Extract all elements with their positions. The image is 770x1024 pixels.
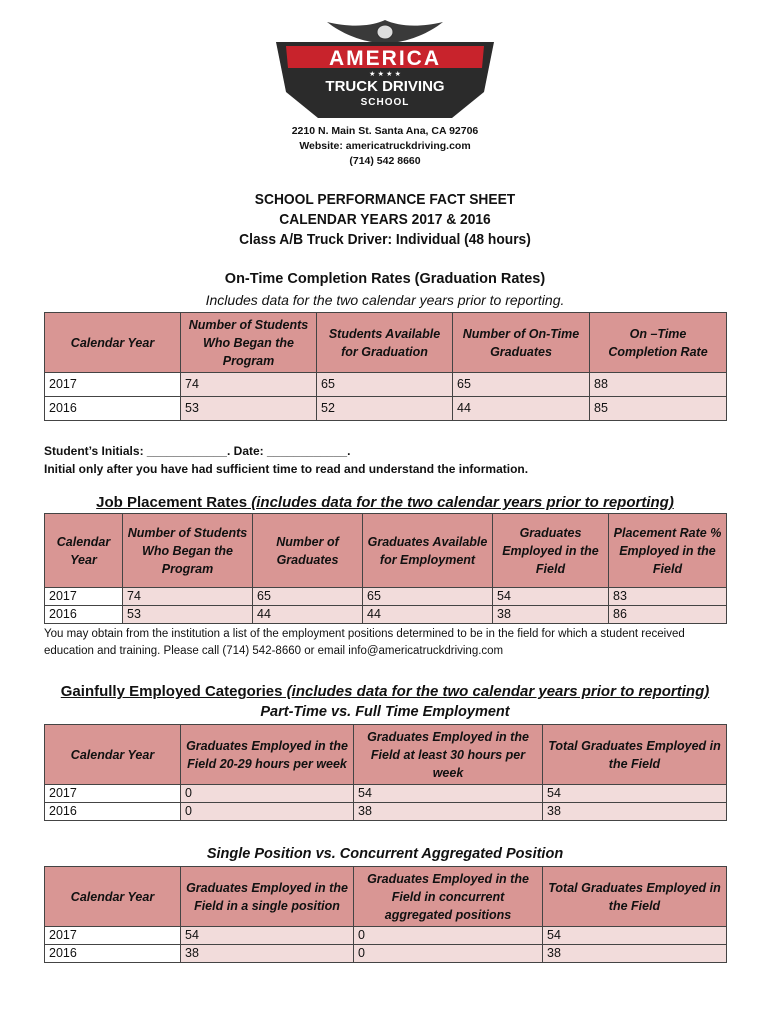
completion-rate: 88 <box>590 373 727 397</box>
gainful-year: 2017 <box>45 785 181 803</box>
gainful-full-time: 38 <box>354 803 543 821</box>
single-table <box>44 866 727 963</box>
table-row <box>45 373 727 397</box>
single-position: 38 <box>181 945 354 963</box>
placement-began: 74 <box>123 588 253 606</box>
placement-year: 2016 <box>45 606 123 624</box>
gainful-year: 2016 <box>45 803 181 821</box>
single-concurrent: 0 <box>354 927 543 945</box>
completion-subheading: Includes data for the two calendar years prior to reporting. <box>205 292 565 308</box>
table-row <box>45 606 727 624</box>
completion-year: 2017 <box>45 373 181 397</box>
placement-graduates: 65 <box>253 588 363 606</box>
gainful-heading-note: (includes data for the two calendar years prior to reporting) <box>282 683 710 700</box>
single-heading: Single Position vs. Concurrent Aggregated Position <box>206 846 564 862</box>
students-initials-line: Student’s Initials: ____________. Date: ____________. <box>44 444 351 458</box>
initials-instruction: Initial only after you have had sufficient time to read and understand the information. <box>44 462 529 476</box>
placement-rate: 83 <box>609 588 727 606</box>
completion-table <box>44 312 727 421</box>
table-row <box>45 588 727 606</box>
title-line-2: CALENDAR YEARS 2017 & 2016 <box>279 211 491 228</box>
single-total: 54 <box>543 927 727 945</box>
gainful-full-time: 54 <box>354 785 543 803</box>
completion-header-available: Students Available for Graduation <box>317 313 453 373</box>
placement-heading-main: Job Placement Rates <box>96 494 248 511</box>
placement-employed: 38 <box>493 606 609 624</box>
placement-table <box>44 513 727 624</box>
completion-available: 52 <box>317 397 453 421</box>
table-row <box>45 945 727 963</box>
placement-available: 44 <box>363 606 493 624</box>
logo-text-truck-driving: TRUCK DRIVING <box>325 78 445 95</box>
gainful-part-time: 0 <box>181 785 354 803</box>
placement-note: You may obtain from the institution a list of the employment positions determined to be in the field for which a student received education and training. Please call (714) 542-8660 or email info@americatruckdriving.com <box>44 628 685 657</box>
gainful-table <box>44 724 727 821</box>
gainful-heading <box>0 683 770 700</box>
placement-rate: 86 <box>609 606 727 624</box>
single-position: 54 <box>181 927 354 945</box>
table-row <box>45 803 727 821</box>
completion-heading: On-Time Completion Rates (Graduation Rates) <box>224 271 546 287</box>
address-street: 2210 N. Main St. Santa Ana, CA 92706 <box>291 125 479 137</box>
completion-ontime: 44 <box>453 397 590 421</box>
single-total: 38 <box>543 945 727 963</box>
table-row <box>45 927 727 945</box>
table-row <box>45 397 727 421</box>
gainful-header-part-time: Graduates Employed in the Field 20-29 hours per week <box>181 725 354 785</box>
gainful-header-row <box>45 725 727 785</box>
completion-header-began: Number of Students Who Began the Program <box>181 313 317 373</box>
address-phone: (714) 542 8660 <box>349 155 421 167</box>
gainful-subheading: Part-Time vs. Full Time Employment <box>260 704 510 720</box>
completion-year: 2016 <box>45 397 181 421</box>
gainful-header-total: Total Graduates Employed in the Field <box>543 725 727 785</box>
placement-header-employed: Graduates Employed in the Field <box>493 514 609 588</box>
completion-rate: 85 <box>590 397 727 421</box>
america-truck-driving-school-logo <box>272 18 498 120</box>
single-header-concurrent: Graduates Employed in the Field in concurrent aggregated positions <box>354 867 543 927</box>
title-line-3: Class A/B Truck Driver: Individual (48 hours) <box>239 231 531 248</box>
single-concurrent: 0 <box>354 945 543 963</box>
placement-header-graduates: Number of Graduates <box>253 514 363 588</box>
gainful-header-calendar-year: Calendar Year <box>45 725 181 785</box>
single-year: 2017 <box>45 927 181 945</box>
gainful-total: 54 <box>543 785 727 803</box>
placement-heading <box>0 494 770 511</box>
gainful-header-full-time: Graduates Employed in the Field at least 30 hours per week <box>354 725 543 785</box>
gainful-part-time: 0 <box>181 803 354 821</box>
single-header-row <box>45 867 727 927</box>
completion-header-calendar-year: Calendar Year <box>45 313 181 373</box>
completion-available: 65 <box>317 373 453 397</box>
placement-header-row <box>45 514 727 588</box>
single-header-calendar-year: Calendar Year <box>45 867 181 927</box>
completion-header-ontime-graduates: Number of On-Time Graduates <box>453 313 590 373</box>
completion-began: 53 <box>181 397 317 421</box>
completion-header-row <box>45 313 727 373</box>
placement-heading-note: (includes data for the two calendar years prior to reporting) <box>247 494 674 511</box>
placement-header-calendar-year: Calendar Year <box>45 514 123 588</box>
completion-began: 74 <box>181 373 317 397</box>
placement-header-began: Number of Students Who Began the Program <box>123 514 253 588</box>
single-header-single-position: Graduates Employed in the Field in a single position <box>181 867 354 927</box>
address-website: Website: americatruckdriving.com <box>299 140 471 152</box>
placement-began: 53 <box>123 606 253 624</box>
title-line-1: SCHOOL PERFORMANCE FACT SHEET <box>254 191 516 208</box>
placement-header-available: Graduates Available for Employment <box>363 514 493 588</box>
table-row <box>45 785 727 803</box>
single-header-total: Total Graduates Employed in the Field <box>543 867 727 927</box>
logo-text-america: AMERICA <box>329 47 441 70</box>
completion-header-rate: On –Time Completion Rate <box>590 313 727 373</box>
placement-year: 2017 <box>45 588 123 606</box>
logo-text-school: SCHOOL <box>360 97 410 108</box>
gainful-total: 38 <box>543 803 727 821</box>
placement-employed: 54 <box>493 588 609 606</box>
gainful-heading-main: Gainfully Employed Categories <box>60 683 283 700</box>
placement-available: 65 <box>363 588 493 606</box>
logo-stars: ★ ★ ★ ★ <box>369 70 401 78</box>
placement-header-rate: Placement Rate % Employed in the Field <box>609 514 727 588</box>
placement-graduates: 44 <box>253 606 363 624</box>
single-year: 2016 <box>45 945 181 963</box>
completion-ontime: 65 <box>453 373 590 397</box>
